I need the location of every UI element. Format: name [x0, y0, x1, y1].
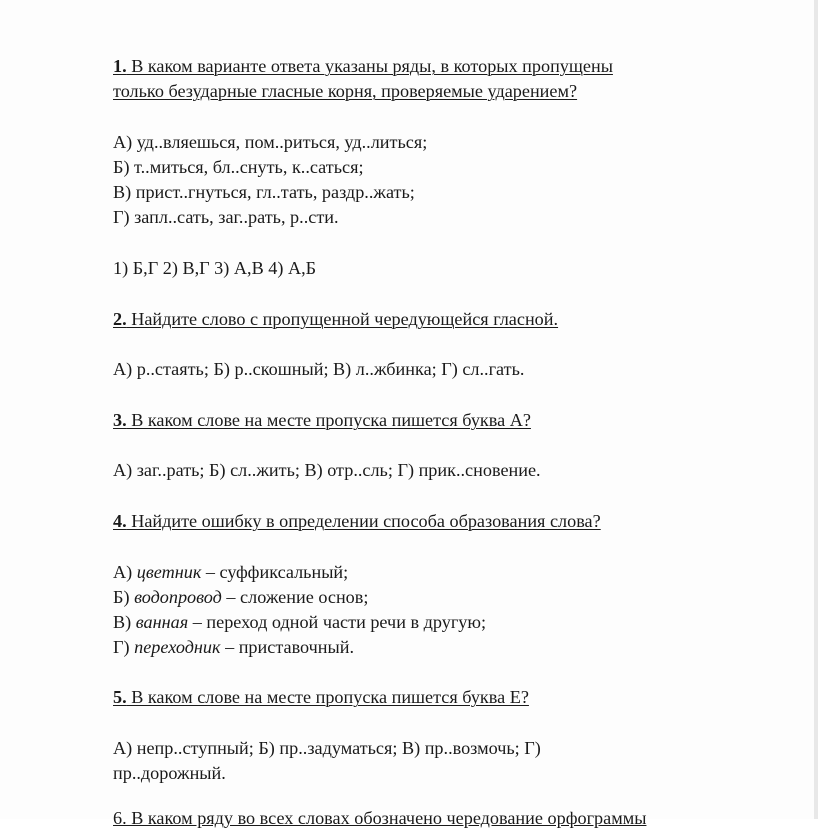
option-word: переходник [134, 637, 221, 657]
question-4-option-b [113, 586, 368, 608]
question-5-options-line2: пр..дорожный. [113, 763, 226, 783]
question-5-options-line1: А) непр..ступный; Б) пр..задуматься; В) пр..возмочь; Г) [113, 738, 541, 758]
question-1-title-line1 [113, 55, 613, 77]
question-2-number: 2. [113, 309, 127, 329]
option-rest: – переход одной части речи в другую; [188, 612, 487, 632]
question-1-option-d: Г) запл..сать, заг..рать, р..сти. [113, 207, 339, 227]
question-5-title [113, 686, 529, 708]
question-5-number: 5. [113, 687, 127, 707]
question-2-title-text: Найдите слово с пропущенной чередующейся гласной. [126, 309, 559, 329]
question-6-partial-title: 6. В каком ряду во всех словах обозначено чередование орфограммы [113, 808, 647, 828]
question-1-answers: 1) Б,Г 2) В,Г 3) А,В 4) А,Б [113, 258, 317, 278]
question-4-option-c [113, 611, 486, 633]
question-1-title-text: В каком варианте ответа указаны ряды, в которых пропущены [126, 56, 613, 76]
page-edge-shadow [814, 0, 818, 819]
option-word: ванная [135, 612, 189, 632]
question-4-option-d [113, 636, 354, 658]
option-word: водопровод [134, 587, 222, 607]
question-1-number: 1. [113, 56, 127, 76]
option-rest: – приставочный. [220, 637, 355, 657]
option-rest: – суффиксальный; [201, 562, 349, 582]
question-2-options: А) р..стаять; Б) р..скошный; В) л..жбинка; Г) сл..гать. [113, 359, 525, 379]
option-word: цветник [136, 562, 202, 582]
question-3-title [113, 409, 531, 431]
option-prefix: Г) [113, 637, 135, 657]
option-prefix: А) [113, 562, 137, 582]
option-prefix: Б) [113, 587, 135, 607]
question-4-number: 4. [113, 511, 127, 531]
question-1-option-b: Б) т..миться, бл..снуть, к..саться; [113, 157, 364, 177]
question-4-option-a [113, 561, 348, 583]
question-4-title-text: Найдите ошибку в определении способа образования слова? [126, 511, 601, 531]
option-rest: – сложение основ; [221, 587, 369, 607]
option-prefix: В) [113, 612, 136, 632]
question-5-title-text: В каком слове на месте пропуска пишется буква Е? [126, 687, 529, 707]
question-1-option-c: В) прист..гнуться, гл..тать, раздр..жать; [113, 182, 415, 202]
question-3-title-text: В каком слове на месте пропуска пишется буква А? [126, 410, 531, 430]
question-3-number: 3. [113, 410, 127, 430]
question-2-title [113, 308, 558, 330]
question-1-option-a: А) уд..вляешься, пом..риться, уд..литься; [113, 132, 428, 152]
question-3-options: А) заг..рать; Б) сл..жить; В) отр..сль; Г) прик..сновение. [113, 460, 541, 480]
question-4-title [113, 510, 601, 532]
question-1-title-line2: только безударные гласные корня, проверяемые ударением? [113, 81, 578, 101]
